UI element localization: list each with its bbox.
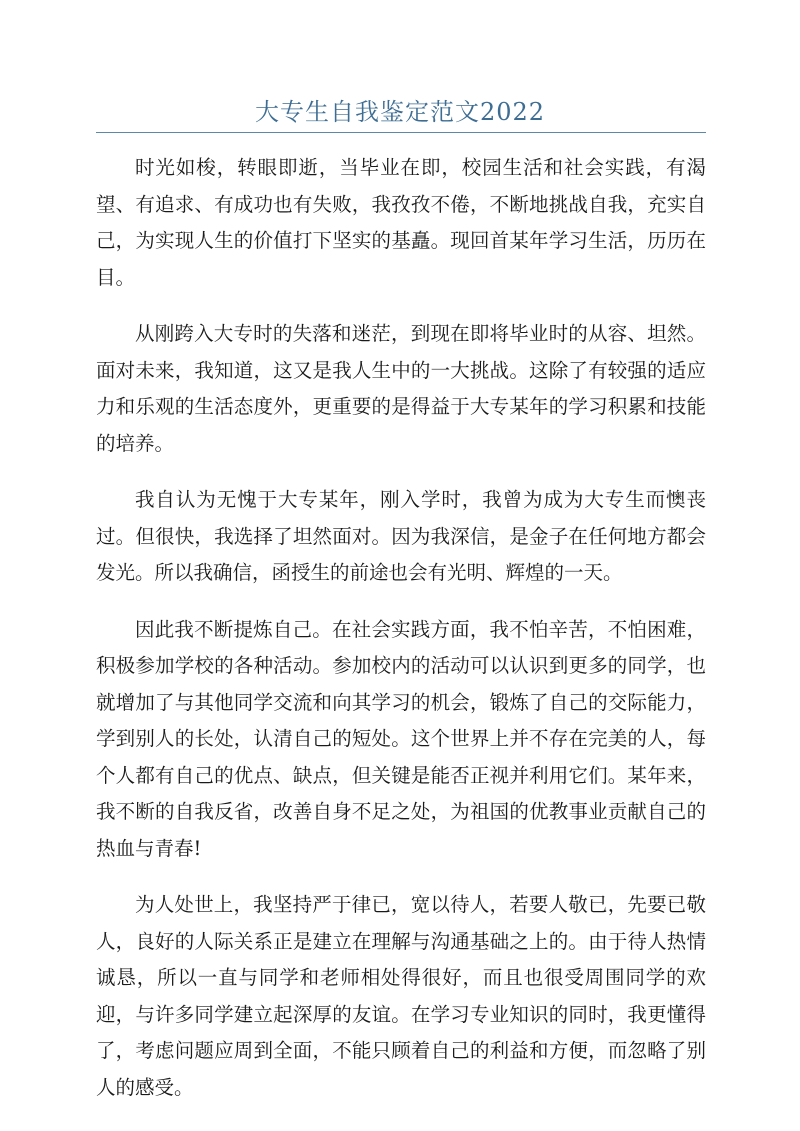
title-divider [96, 132, 706, 133]
paragraph-4: 因此我不断提炼自己。在社会实践方面，我不怕辛苦，不怕困难，积极参加学校的各种活动。参加校内的活动可以认识到更多的同学，也就增加了与其他同学交流和向其学习的机会，锻炼了自己的交际能力，学到别人的长处，认清自己的短处。这个世界上并不存在完美的人，每个人都有自己的优点、缺点，但关键是能否正视并利用它们。某年来，我不断的自我反省，改善自身不足之处，为祖国的优教事业贡献自己的热血与青春! [96, 617, 706, 860]
document-body [96, 150, 706, 1126]
paragraph-2: 从刚跨入大专时的失落和迷茫，到现在即将毕业时的从容、坦然。面对未来，我知道，这又是我人生中的一大挑战。这除了有较强的适应力和乐观的生活态度外，更重要的是得益于大专某年的学习积累和技能的培养。 [96, 322, 706, 455]
paragraph-1: 时光如梭，转眼即逝，当毕业在即，校园生活和社会实践，有渴望、有追求、有成功也有失败，我孜孜不倦，不断地挑战自我，充实自己，为实现人生的价值打下坚实的基矗。现回首某年学习生活，历历在目。 [96, 156, 706, 289]
document-title: 大专生自我鉴定范文2022 [254, 98, 546, 126]
paragraph-5: 为人处世上，我坚持严于律已，宽以待人，若要人敬已，先要已敬人，良好的人际关系正是建立在理解与沟通基础之上的。由于待人热情诚恳，所以一直与同学和老师相处得很好，而且也很受周围同学的欢迎，与许多同学建立起深厚的友谊。在学习专业知识的同时，我更懂得了，考虑问题应周到全面，不能只顾着自己的利益和方便，而忽略了别人的感受。 [96, 893, 706, 1099]
paragraph-3: 我自认为无愧于大专某年，刚入学时，我曾为成为大专生而懊丧过。但很快，我选择了坦然面对。因为我深信，是金子在任何地方都会发光。所以我确信，函授生的前途也会有光明、辉煌的一天。 [96, 488, 706, 584]
